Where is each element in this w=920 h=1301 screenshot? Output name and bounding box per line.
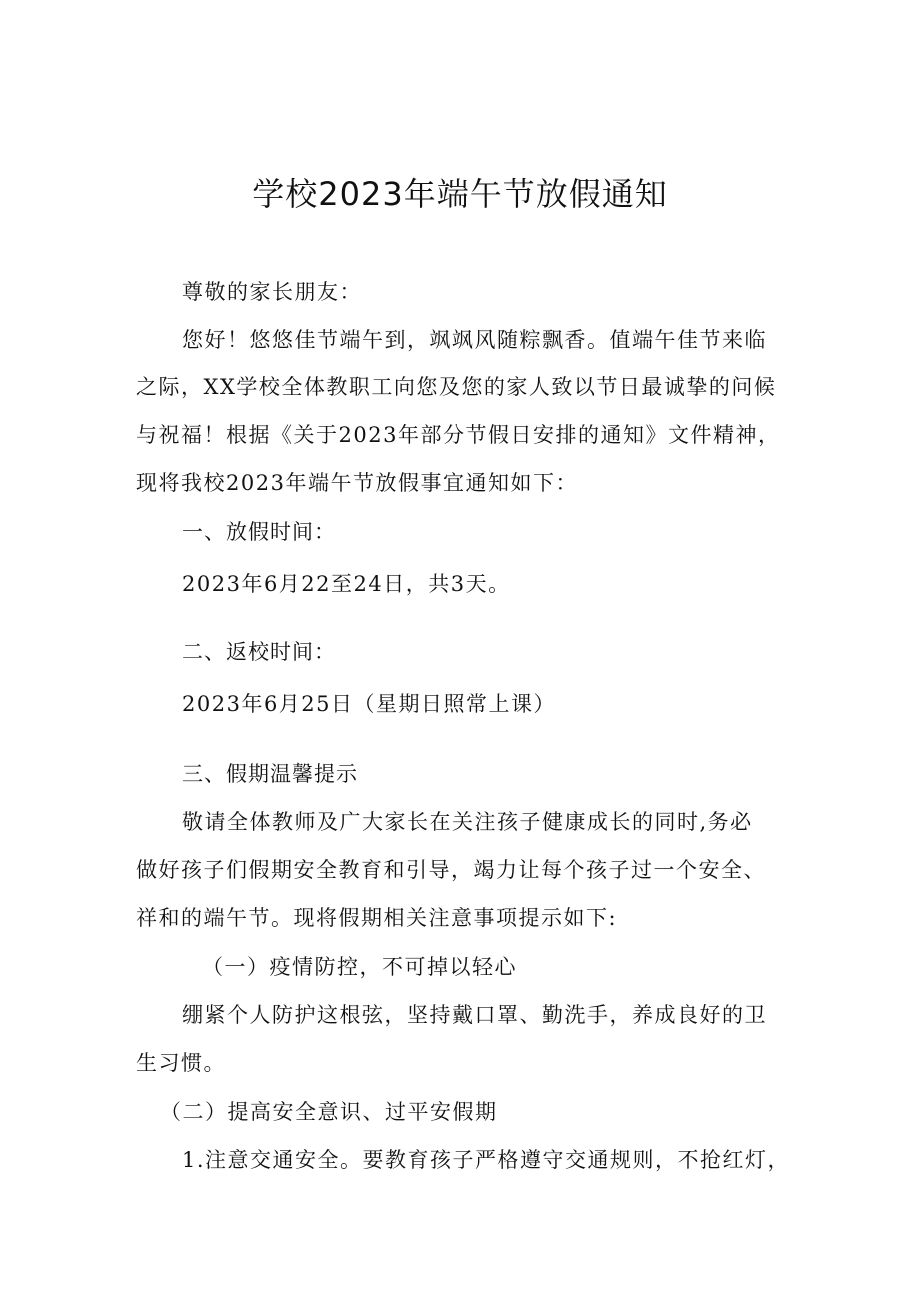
subsection-2-heading: （二）提高安全意识、过平安假期 [160, 1100, 498, 1124]
document-title: 学校2023年端午节放假通知 [252, 175, 668, 213]
section-2-heading: 二、返校时间： [182, 640, 336, 664]
section-1-heading: 一、放假时间： [182, 520, 336, 544]
section-3-intro-line-2: 做好孩子们假期安全教育和引导，竭力让每个孩子过一个安全、 [136, 858, 766, 882]
section-1-text: 2023年6月22至24日，共3天。 [182, 572, 511, 596]
section-3-heading: 三、假期温馨提示 [182, 762, 358, 786]
subsection-2-line-1: 1.注意交通安全。要教育孩子严格遵守交通规则，不抢红灯， [182, 1148, 791, 1172]
intro-line-3: 与祝福！根据《关于2023年部分节假日安排的通知》文件精神， [136, 423, 781, 447]
section-3-intro-line-1: 敬请全体教师及广大家长在关注孩子健康成长的同时,务必 [182, 810, 753, 834]
subsection-1-line-2: 生习惯。 [136, 1051, 226, 1075]
intro-line-2: 之际，XX学校全体教职工向您及您的家人致以节日最诚挚的问候 [136, 375, 777, 399]
salutation: 尊敬的家长朋友： [182, 280, 362, 304]
section-3-intro-line-3: 祥和的端午节。现将假期相关注意事项提示如下: [136, 906, 618, 930]
intro-line-1: 您好！悠悠佳节端午到，飒飒风随粽飘香。值端午佳节来临 [182, 328, 767, 352]
subsection-1-line-1: 绷紧个人防护这根弦，坚持戴口罩、勤洗手，养成良好的卫 [182, 1003, 767, 1027]
section-2-text: 2023年6月25日（星期日照常上课） [182, 692, 557, 716]
intro-line-4: 现将我校2023年端午节放假事宜通知如下： [136, 471, 578, 495]
subsection-1-heading: （一）疫情防控，不可掉以轻心 [202, 955, 517, 979]
